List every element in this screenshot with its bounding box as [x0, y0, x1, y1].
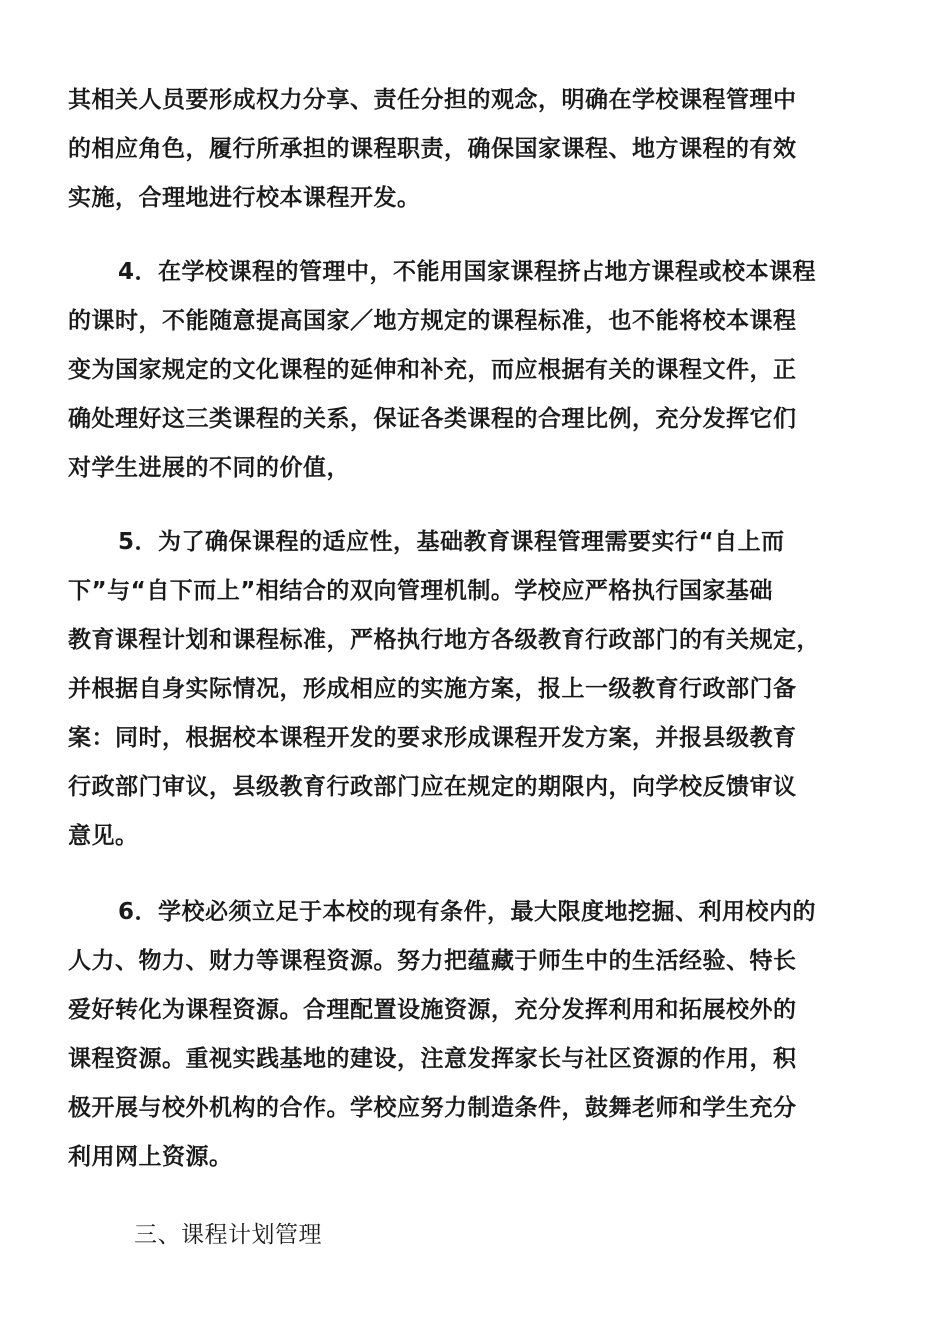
text-line: 下”与“自下而上”相结合的双向管理机制。学校应严格执行国家基础	[68, 578, 773, 604]
text-line: 行政部门审议，县级教育行政部门应在规定的期限内，向学校反馈审议	[68, 774, 797, 800]
text-line: 利用网上资源。	[68, 1144, 233, 1170]
text-line: 的课时，不能随意提高国家／地方规定的课程标准，也不能将校本课程	[68, 308, 797, 334]
paragraph-item-4	[68, 248, 868, 493]
text-line: 实施，合理地进行校本课程开发。	[68, 185, 421, 211]
paragraph-continuation	[68, 76, 868, 223]
section-heading: 三、课程计划管理	[134, 1222, 322, 1248]
text-line: 爱好转化为课程资源。合理配置设施资源，充分发挥利用和拓展校外的	[68, 997, 797, 1023]
text-line: 5．为了确保课程的适应性，基础教育课程管理需要实行“自上而	[118, 529, 785, 555]
text-line: 教育课程计划和课程标准，严格执行地方各级教育行政部门的有关规定，	[68, 627, 820, 653]
text-line: 确处理好这三类课程的关系，保证各类课程的合理比例，充分发挥它们	[68, 406, 797, 432]
text-line: 的相应角色，履行所承担的课程职责，确保国家课程、地方课程的有效	[68, 136, 797, 162]
text-line: 课程资源。重视实践基地的建设，注意发挥家长与社区资源的作用，积	[68, 1046, 797, 1072]
text-line: 变为国家规定的文化课程的延伸和补充，而应根据有关的课程文件，正	[68, 357, 797, 383]
text-line: 人力、物力、财力等课程资源。努力把蕴藏于师生中的生活经验、特长	[68, 948, 797, 974]
text-line: 并根据自身实际情况，形成相应的实施方案，报上一级教育行政部门备	[68, 676, 797, 702]
paragraph-item-5	[68, 518, 868, 861]
text-line: 6．学校必须立足于本校的现有条件，最大限度地挖掘、利用校内的	[118, 899, 817, 925]
text-line: 极开展与校外机构的合作。学校应努力制造条件，鼓舞老师和学生充分	[68, 1095, 797, 1121]
text-line: 对学生进展的不同的价值，	[68, 455, 350, 481]
paragraph-item-6	[68, 888, 868, 1182]
text-line: 4．在学校课程的管理中，不能用国家课程挤占地方课程或校本课程	[118, 259, 817, 285]
text-line: 意见。	[68, 823, 139, 849]
text-line: 案：同时，根据校本课程开发的要求形成课程开发方案，并报县级教育	[68, 725, 797, 751]
text-line: 其相关人员要形成权力分享、责任分担的观念，明确在学校课程管理中	[68, 87, 797, 113]
